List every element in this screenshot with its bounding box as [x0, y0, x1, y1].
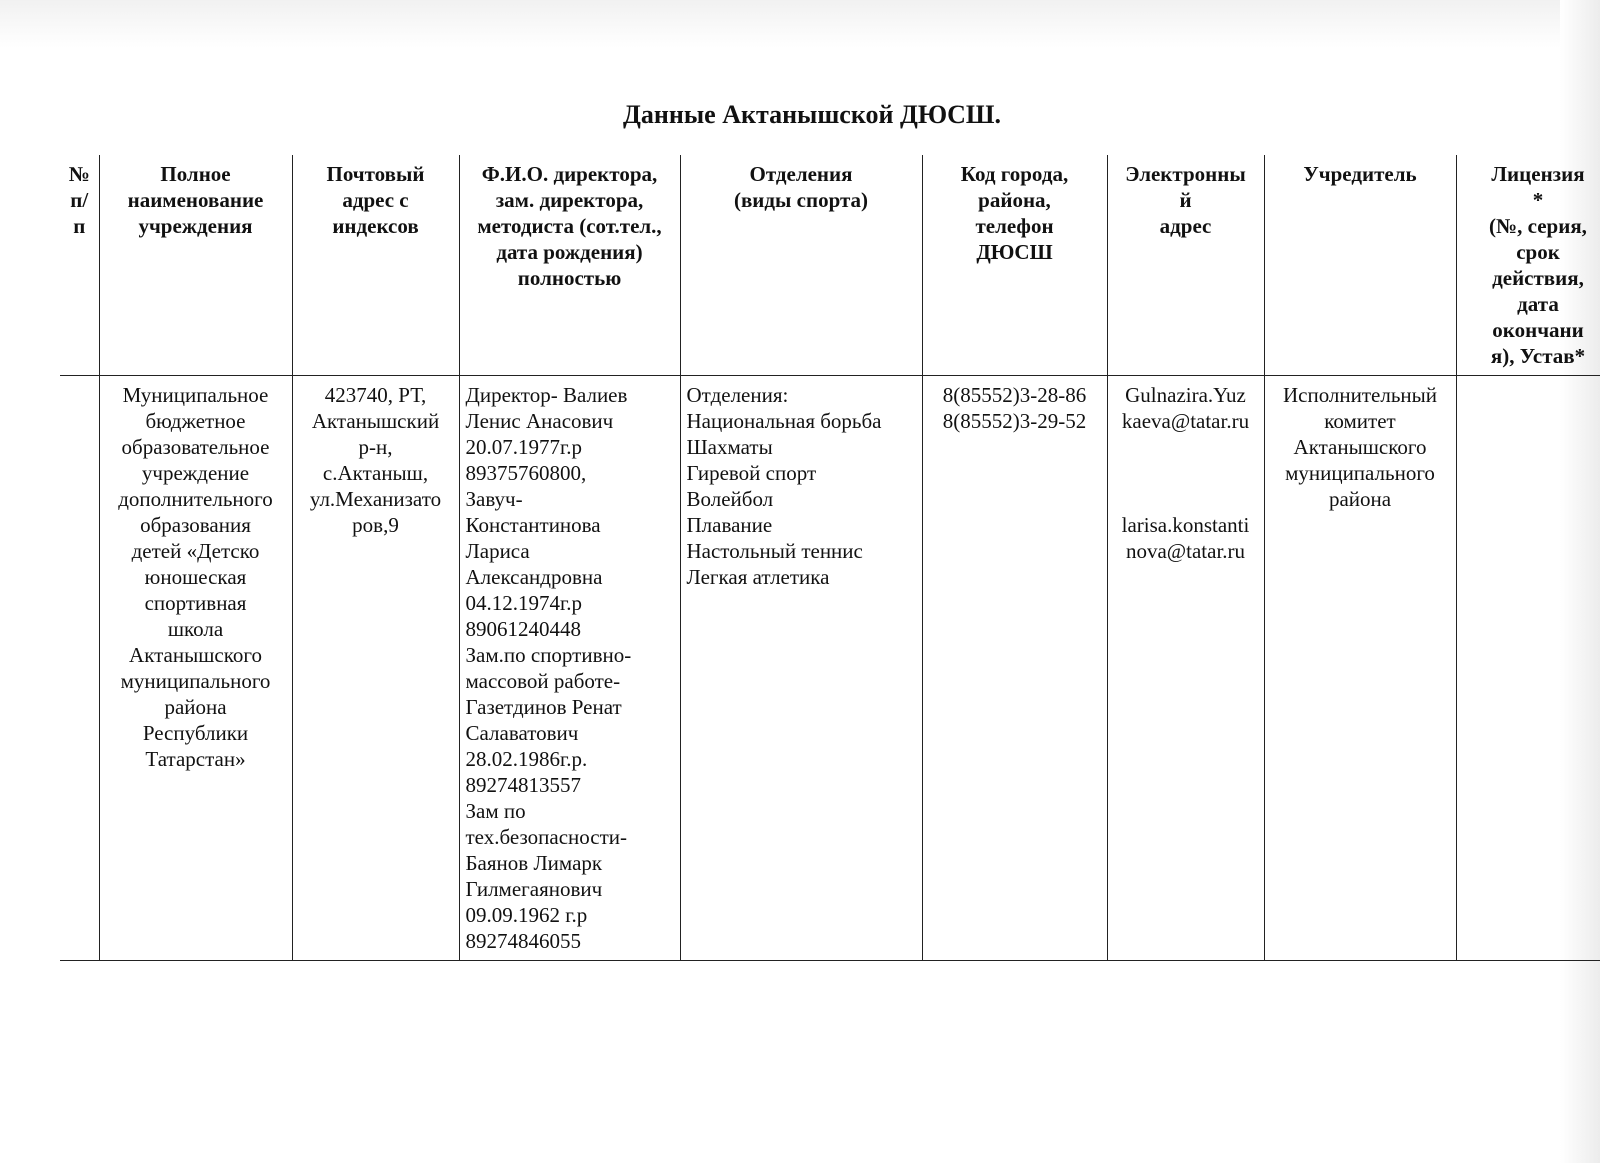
header-address: Почтовый адрес с индексов [292, 155, 459, 376]
data-table [60, 155, 1600, 961]
sport-item: Волейбол [686, 487, 774, 511]
header-departments: Отделения (виды спорта) [680, 155, 922, 376]
phone-number: 8(85552)3-29-52 [942, 409, 1087, 433]
header-num: № п/ п [60, 155, 99, 376]
cell-departments [680, 376, 922, 961]
cell-name: Муниципальное бюджетное образовательное учреждение дополнительного образования детей «Детско юношеская спортивная школа Актанышского муниципального района Республики Татарстан» [99, 376, 292, 961]
cell-address: 423740, РТ, Актанышский р-н, с.Актаныш, ул.Механизато ров,9 [292, 376, 459, 961]
scan-shade [0, 0, 1600, 48]
departments-heading: Отделения: [686, 383, 789, 407]
sport-item: Национальная борьба [686, 409, 882, 433]
sport-item: Легкая атлетика [686, 565, 830, 589]
page-title: Данные Актанышской ДЮСШ. [623, 100, 1001, 129]
header-name: Полное наименование учреждения [99, 155, 292, 376]
cell-phones [922, 376, 1107, 961]
email-address: larisa.konstanti nova@tatar.ru [1121, 513, 1250, 563]
table-row [60, 376, 1600, 961]
sport-item: Гиревой спорт [686, 461, 817, 485]
cell-license [1456, 376, 1600, 961]
cell-director: Директор- Валиев Ленис Анасович 20.07.1977г.р 89375760800, Завуч- Константинова Лариса Александровна 04.12.1974г.р 89061240448 Зам.по спортивно- массовой работе- Газетдинов Ренат Салаватович 28.02.1986г.р. 89274813557 Зам по тех.безопасности- Баянов Лимарк Гилмегаянович 09.09.1962 г.р 89274846055 [459, 376, 680, 961]
phone-number: 8(85552)3-28-86 [942, 383, 1087, 407]
email-address: Gulnazira.Yuz kaeva@tatar.ru [1121, 383, 1250, 433]
header-license: Лицензия * (№, серия, срок действия, дата окончани я), Устав* [1456, 155, 1600, 376]
sport-item: Плавание [686, 513, 773, 537]
sport-item: Шахматы [686, 435, 773, 459]
header-row [60, 155, 1600, 376]
header-founder: Учредитель [1264, 155, 1456, 376]
header-director: Ф.И.О. директора, зам. директора, методиста (сот.тел., дата рождения) полностью [459, 155, 680, 376]
cell-founder: Исполнительный комитет Актанышского муниципального района [1264, 376, 1456, 961]
sport-item: Настольный теннис [686, 539, 863, 563]
header-email: Электронны й адрес [1107, 155, 1264, 376]
header-phone-code: Код города, района, телефон ДЮСШ [922, 155, 1107, 376]
cell-emails [1107, 376, 1264, 961]
cell-num [60, 376, 99, 961]
